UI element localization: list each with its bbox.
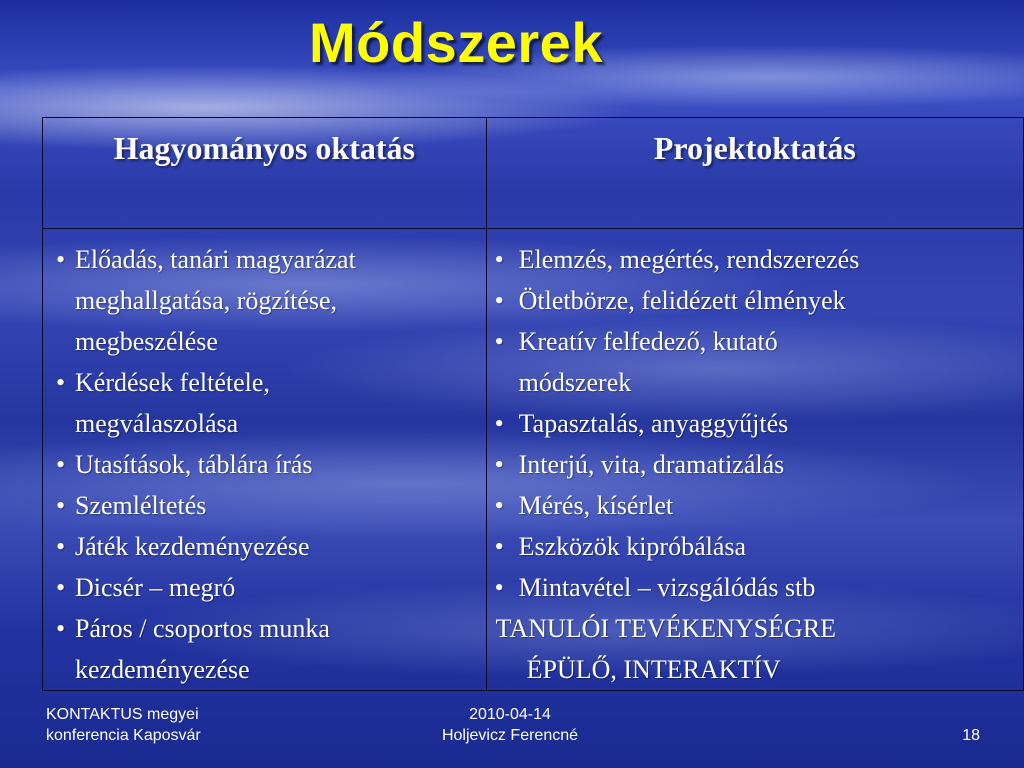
- table-content-row: [43, 229, 1024, 691]
- page-number: 18: [962, 727, 980, 744]
- list-item-text: Interjú, vita, dramatizálás: [518, 450, 785, 479]
- list-item-text: Utasítások, táblára írás: [75, 450, 313, 479]
- table-header-row: [43, 118, 1024, 229]
- bullet-icon: •: [56, 573, 66, 602]
- list-item-text: megbeszélése: [75, 327, 218, 356]
- header-traditional: Hagyományos oktatás: [43, 118, 487, 229]
- list-item-text: Páros / csoportos munka: [75, 614, 330, 643]
- summary-text: [487, 608, 1023, 690]
- list-item-text: Tapasztalás, anyaggyűjtés: [518, 409, 789, 438]
- bullet-icon: •: [494, 327, 504, 356]
- list-item-text: Dicsér – megró: [75, 573, 236, 602]
- footer-conference-line-1: KONTAKTUS megyei: [46, 706, 199, 723]
- bullet-icon: •: [56, 614, 66, 643]
- summary-line-2: ÉPÜLŐ, INTERAKTÍV: [526, 655, 781, 684]
- bullet-icon: •: [494, 409, 504, 438]
- list-item: [487, 567, 1023, 608]
- list-item: [43, 567, 486, 608]
- list-item-text: Játék kezdeményezése: [75, 532, 310, 561]
- footer-author: Holjevicz Ferencné: [441, 727, 579, 744]
- list-item: [487, 526, 1023, 567]
- list-item-text: Eszközök kipróbálása: [518, 532, 747, 561]
- bullet-icon: •: [494, 245, 504, 274]
- list-item: [43, 362, 486, 444]
- list-item-text: módszerek: [518, 368, 632, 397]
- bullet-icon: •: [56, 491, 66, 520]
- footer-conference-line-2: konferencia Kaposvár: [46, 727, 201, 744]
- footer-date: 2010-04-14: [469, 706, 551, 723]
- list-item: [487, 444, 1023, 485]
- list-item: [43, 608, 486, 690]
- list-item: [43, 239, 486, 362]
- footer-conference: [46, 704, 201, 746]
- list-item-text: Elemzés, megértés, rendszerezés: [518, 245, 860, 274]
- list-item: [487, 485, 1023, 526]
- bullet-icon: •: [56, 245, 66, 274]
- bullet-icon: •: [494, 532, 504, 561]
- list-item-text: Ötletbörze, felidézett élmények: [518, 286, 846, 315]
- bullet-icon: •: [56, 368, 66, 397]
- footer-date-author: [400, 704, 620, 746]
- bullet-icon: •: [494, 286, 504, 315]
- list-item: [487, 321, 1023, 403]
- methods-comparison-table: [42, 117, 1024, 691]
- list-item: [43, 526, 486, 567]
- list-item-text: Kreatív felfedező, kutató: [518, 327, 778, 356]
- list-item-text: Előadás, tanári magyarázat: [75, 245, 356, 274]
- traditional-methods-cell: [43, 229, 487, 691]
- bullet-icon: •: [494, 573, 504, 602]
- list-item: [487, 239, 1023, 280]
- header-project: Projektoktatás: [486, 118, 1023, 229]
- bullet-icon: •: [494, 491, 504, 520]
- list-item-text: kezdeményezése: [75, 655, 250, 684]
- bullet-icon: •: [56, 532, 66, 561]
- list-item: [487, 280, 1023, 321]
- list-item: [43, 444, 486, 485]
- list-item-text: Szemléltetés: [75, 491, 207, 520]
- bullet-icon: •: [56, 450, 66, 479]
- list-item-text: meghallgatása, rögzítése,: [75, 286, 338, 315]
- project-methods-list: [487, 239, 1023, 608]
- list-item-text: Mérés, kísérlet: [518, 491, 674, 520]
- list-item-text: Mintavétel – vizsgálódás stb: [518, 573, 816, 602]
- bullet-icon: •: [494, 450, 504, 479]
- traditional-methods-list: [43, 239, 486, 690]
- list-item-text: megválaszolása: [75, 409, 239, 438]
- project-methods-cell: [486, 229, 1023, 691]
- list-item: [43, 485, 486, 526]
- slide-title: Módszerek: [309, 11, 603, 74]
- summary-line-1: TANULÓI TEVÉKENYSÉGRE: [495, 614, 837, 643]
- list-item-text: Kérdések feltétele,: [75, 368, 270, 397]
- list-item: [487, 403, 1023, 444]
